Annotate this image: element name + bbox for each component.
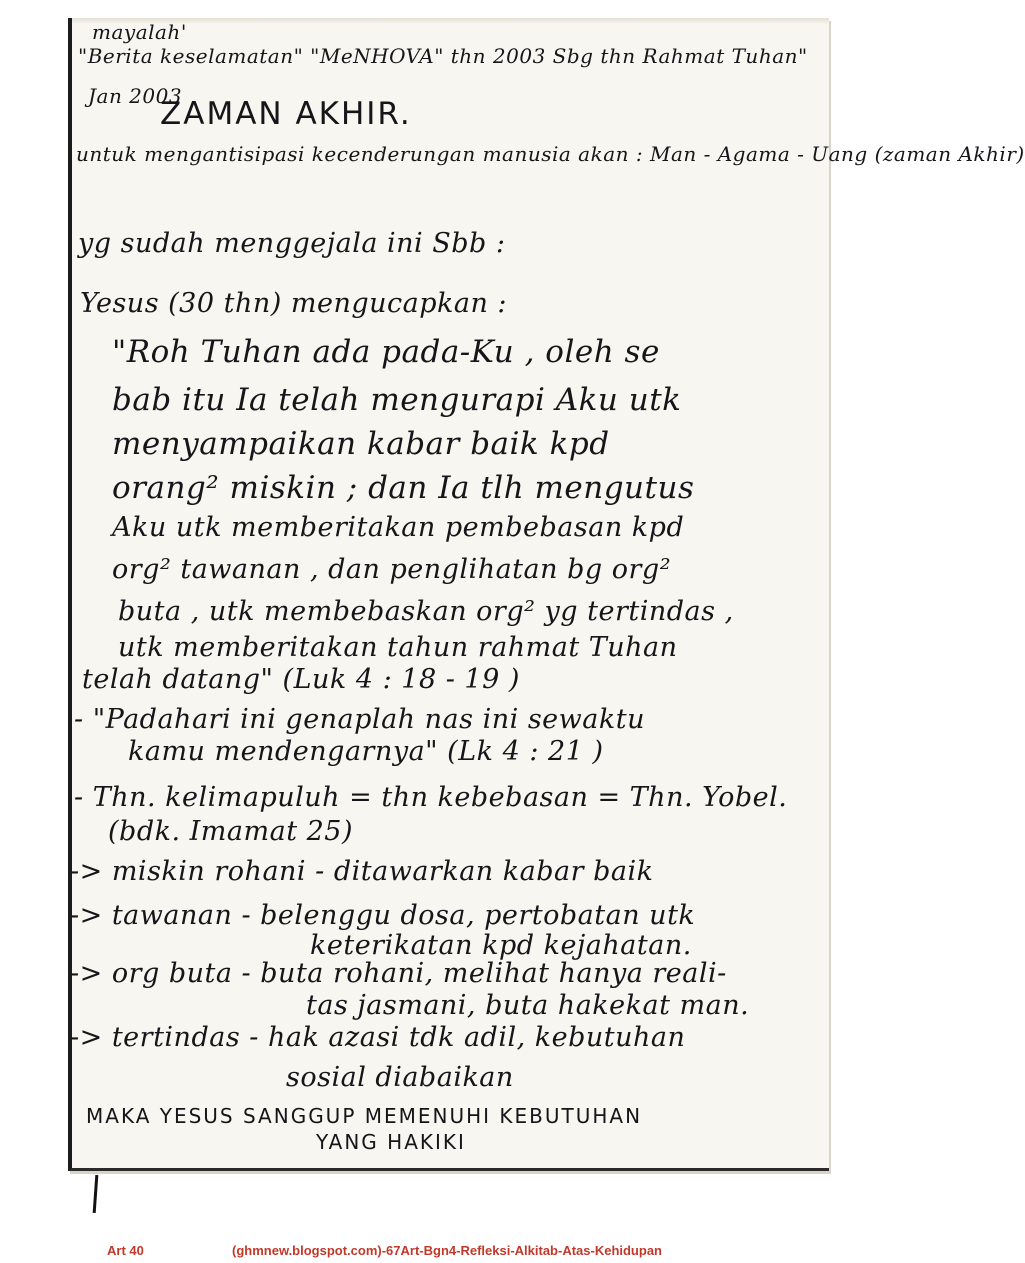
note-line: untuk mengantisipasi kecenderungan manusia akan : Man - Agama - Uang (zaman Akhir): [76, 142, 1025, 166]
quote-line: telah datang" (Luk 4 : 18 - 19 ): [82, 664, 520, 695]
conclusion-line: YANG HAKIKI: [316, 1130, 466, 1154]
quote-line: bab itu Ia telah mengurapi Aku utk: [112, 382, 682, 418]
section-heading: ZAMAN AKHIR.: [160, 96, 412, 132]
note-line: (bdk. Imamat 25): [108, 816, 354, 847]
conclusion-line: MAKA YESUS SANGGUP MEMENUHI KEBUTUHAN: [86, 1104, 643, 1128]
note-line: -> tawanan - belenggu dosa, pertobatan utk: [70, 900, 696, 931]
note-line: - Thn. kelimapuluh = thn kebebasan = Thn. Yobel.: [74, 782, 788, 813]
note-line: - "Padahari ini genaplah nas ini sewaktu: [74, 704, 645, 735]
note-line: "Berita keselamatan" "MeNHOVA" thn 2003 Sbg thn Rahmat Tuhan": [78, 44, 808, 68]
quote-line: orang² miskin ; dan Ia tlh mengutus: [112, 470, 695, 506]
quote-line: buta , utk membebaskan org² yg tertindas ,: [118, 596, 734, 627]
note-line: tas jasmani, buta hakekat man.: [306, 990, 750, 1021]
note-line: Jan 2003: [88, 84, 183, 108]
quote-line: Aku utk memberitakan pembebasan kpd: [112, 512, 685, 543]
note-line: -> org buta - buta rohani, melihat hanya reali-: [70, 958, 727, 989]
quote-line: "Roh Tuhan ada pada-Ku , oleh se: [112, 334, 660, 370]
note-line: kamu mendengarnya" (Lk 4 : 21 ): [128, 736, 604, 767]
note-line: mayalah': [92, 20, 187, 44]
quote-line: org² tawanan , dan penglihatan bg org²: [112, 554, 672, 585]
quote-line: menyampaikan kabar baik kpd: [112, 426, 610, 462]
note-line: -> tertindas - hak azasi tdk adil, kebutuhan: [70, 1022, 686, 1053]
note-line: keterikatan kpd kejahatan.: [310, 930, 692, 961]
quote-line: utk memberitakan tahun rahmat Tuhan: [118, 632, 678, 663]
note-line: Yesus (30 thn) mengucapkan :: [80, 288, 508, 319]
note-line: -> miskin rohani - ditawarkan kabar baik: [70, 856, 654, 887]
margin-mark: [93, 1175, 99, 1213]
footer-source-link[interactable]: (ghmnew.blogspot.com)-67Art-Bgn4-Refleksi-Alkitab-Atas-Kehidupan: [232, 1243, 662, 1258]
footer-article-number: Art 40: [107, 1243, 144, 1258]
note-line: sosial diabaikan: [286, 1062, 514, 1093]
note-line: yg sudah menggejala ini Sbb :: [78, 228, 506, 259]
